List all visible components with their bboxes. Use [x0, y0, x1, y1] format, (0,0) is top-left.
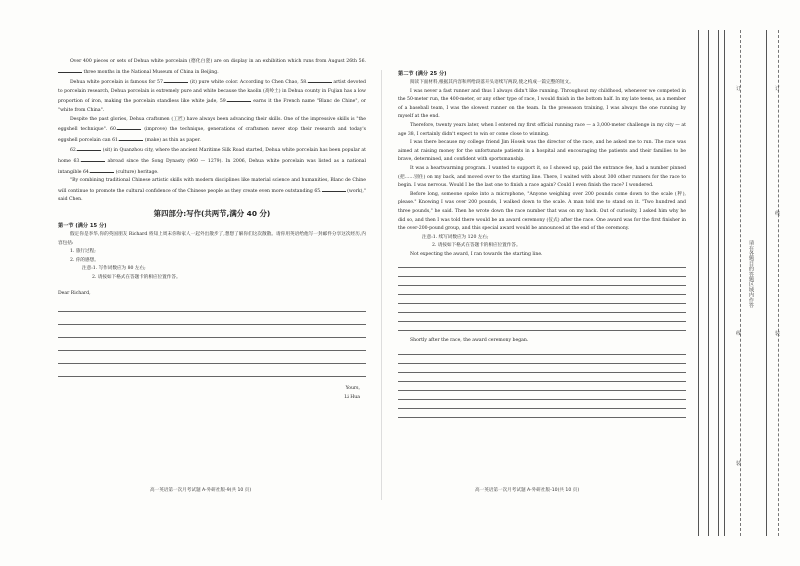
blank-60[interactable]: 60.	[110, 127, 141, 132]
blank-64[interactable]: 64.	[83, 170, 114, 175]
writing-area-3[interactable]	[398, 346, 686, 418]
story-paragraph-3: I was there because my college friend Jim Hosek was the director of the race, and he asked me to run. The race was aimed at raising money for the unfortunate patients in a hospital and encouraging the patients and their families to be brave, determined, and confident with sportsmanship.	[398, 140, 686, 163]
blank-58[interactable]: 58.	[300, 80, 331, 85]
story-paragraph-4: It was a heartwarming program. I wanted to support it, so I showed up, paid the entrance fee, had a number pinned (把……别住) on my back, and moved over to the starting line. There, I waited with about 300 other runners for the race to begin. I was nervous. Would I be the last one to finish a race again? Could I even finish the race? I wondered.	[398, 165, 686, 189]
closing: Yours,	[345, 386, 360, 392]
page-divider	[381, 70, 382, 500]
binding-mark-ding-1: 订	[736, 86, 742, 92]
story-paragraph-2: Therefore, twenty years later, when I entered my first official running race — a 3,000-meter challenge in my city — at age 38, I certainly didn't expect to win or come close to winning.	[398, 122, 686, 137]
writing-area-1[interactable]	[58, 299, 366, 377]
blank-61[interactable]: 61.	[112, 138, 143, 143]
blank-65[interactable]: 65.	[314, 189, 345, 194]
binding-mark-xian-1: 线	[736, 331, 742, 337]
story-paragraph-1: I was never a fast runner and thus I always didn't like running. Throughout my childhood, whenever we competed in the 50-meter run, the 400-meter, or any other type of race, I would finish in the bottom half. In my late teens, as a member of a baseball team, I was the slowest runner on the team. In the preseason training, I was always the one running by myself at the end.	[398, 88, 686, 120]
part4-title: 第四部分:写作(共两节,满分 40 分)	[153, 208, 271, 218]
binding-mark-ding-2: 订	[775, 86, 781, 92]
section2-note-2: 2. 请按如下格式在答题卡的相应位置作答。	[432, 243, 521, 249]
right-page	[398, 70, 686, 418]
section1-item-2: 2. 你的感想。	[70, 257, 99, 263]
section2-title: 第二节 (满分 25 分)	[398, 71, 447, 77]
blank-63[interactable]: 63.	[74, 159, 105, 164]
continuation-start-1: Not expecting the award, I ran towards the starting line.	[410, 251, 543, 257]
section2-prompt: 阅读下面材料,根据其内容和所给段落开头语续写两段,使之构成一篇完整的短文。	[410, 80, 574, 85]
paragraph-4: 62. (sit) in Quanzhou city, where the ancient Maritime Silk Road started, Dehua white porcelain has been popular at home 63. abroad since the Song Dynasty (960 — 1279). In 2006, Dehua white porcelain was listed as a national intangible 64. (culture) heritage.	[58, 145, 366, 177]
left-page-footer: 高一英语第一次月考试题 A-外研社版-9(共 10 页)	[150, 488, 252, 493]
continuation-start-2: Shortly after the race, the award ceremony began.	[410, 338, 529, 344]
binding-mark-zhuang-2: 装	[775, 331, 781, 337]
salutation: Dear Richard,	[58, 291, 91, 297]
signature: Li Hua	[344, 394, 360, 400]
binding-mark-zhuang-1: 装	[736, 461, 742, 467]
section1-item-1: 1. 旅行过程;	[70, 249, 96, 255]
paragraph-2: Dehua white porcelain is famous for 57. (it) pure white color. According to Chen Chao, 58. artist devoted to porcelain research, Dehua porcelain is extremely pure and white because the kaolin (高岭土) in Dehua county in Fujian has a low proportion of iron, making the porcelain standless like white jade, 59. earns it the French name "Blanc de Chine", or "white from China".	[58, 77, 366, 115]
paragraph-5: "By combining traditional Chinese artistic skills with modern disciplines like material science and humanities, Blanc de Chine will continue to promote the cultural confidence of the Chinese people as they create even more outstanding 65. (work)," said Chen.	[58, 178, 366, 203]
paragraph-1: Over 400 pieces or sets of Dehua white porcelain (德化白瓷) are on display in an exhibition which runs from August 26th 56. three months in the National Museum of China in Beijing.	[58, 58, 366, 77]
blank-57[interactable]: 57.	[157, 80, 188, 85]
left-page	[58, 58, 366, 402]
blank-62[interactable]: 62.	[70, 148, 101, 153]
section1-note-1: 注意:1. 写作词数应为 80 左右;	[82, 266, 146, 272]
section1-prompt: 假定你是李华,你的英国朋友 Richard 将知上周末你和家人一起外出散步了,想想了解你们这次散散。请你用英语给他写一封邮件分享这次经历,内容包括:	[58, 231, 366, 246]
section1-note-2: 2. 请按如下格式在答题卡的相应位置作答。	[92, 274, 181, 280]
section1-title: 第一节 (满分 15 分)	[58, 222, 107, 229]
binding-margin	[696, 0, 800, 566]
answer-area-warning: 请在各题目的答题区域内作答	[748, 240, 754, 308]
right-page-footer: 高一英语第一次月考试题 A-外研社版-10(共 10 页)	[475, 488, 580, 493]
paragraph-3: Despite the past glories, Dehua craftsmen (工匠) have always been advancing their skills. One of the impressive skills is "the eggshell technique". 60. (improve) the technique, generations of craftsmen never stop their research and today's eggshell porcelain can 61. (make) as thin as paper.	[58, 116, 366, 143]
blank-59[interactable]: 59.	[220, 99, 251, 104]
binding-mark-xian-2: 线	[775, 211, 781, 217]
blank-56[interactable]: 56.	[58, 59, 366, 75]
section2-note-1: 注意:1. 续写词数应为 120 左右;	[422, 234, 489, 240]
story-paragraph-5: Before long, someone spoke into a microphone, "Anyone weighing over 200 pounds come down to the scale (秤), please." Knowing I was over 200 pounds, I walked down to the scale. A man told me to stand on it. "Two hundred and three pounds," he said. Then he wrote down the race number that was on my back. Out of curiosity, I asked him why he did so, and then I was told there would be an award ceremony (仪式) after the race. One award was for the first finisher in the over-200-pound group, and this special award would be announced at the end of the ceremony.	[398, 191, 686, 232]
writing-area-2[interactable]	[398, 259, 686, 331]
